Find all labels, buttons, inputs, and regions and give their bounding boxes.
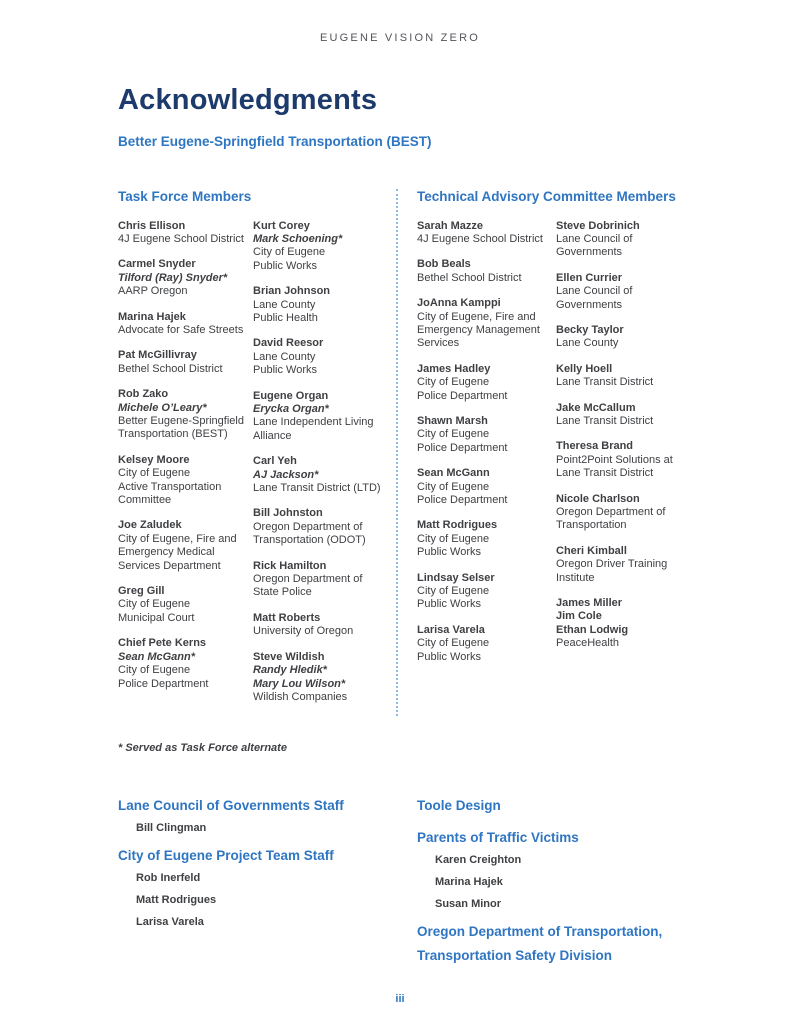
member-entry bbox=[556, 545, 700, 585]
member-name: Cheri Kimball bbox=[556, 544, 627, 557]
member-affiliation: Municipal Court bbox=[118, 611, 195, 624]
member-affiliation: Police Department bbox=[417, 494, 508, 507]
member-affiliation: City of Eugene bbox=[417, 637, 490, 650]
member-name: Kurt Corey bbox=[253, 219, 310, 232]
member-affiliation: Lane County bbox=[253, 350, 316, 363]
member-alternate-name: Sean McGann* bbox=[118, 650, 196, 663]
member-affiliation: PeaceHealth bbox=[556, 637, 619, 650]
member-name: Greg Gill bbox=[118, 585, 165, 598]
staff-area bbox=[118, 794, 700, 971]
member-name: Jake McCallum bbox=[556, 401, 636, 414]
member-entry bbox=[556, 597, 700, 651]
member-alternate-name: Mary Lou Wilson* bbox=[253, 677, 346, 690]
running-header: EUGENE VISION ZERO bbox=[319, 32, 480, 44]
member-name: Nicole Charlson bbox=[556, 492, 640, 505]
task-force-column-2 bbox=[253, 220, 390, 717]
member-name: JoAnna Kamppi bbox=[417, 297, 501, 310]
member-name: Rick Hamilton bbox=[253, 559, 327, 572]
member-entry bbox=[417, 519, 548, 559]
member-affiliation: City of Eugene bbox=[417, 480, 490, 493]
task-force-heading: Task Force Members bbox=[118, 189, 252, 205]
member-affiliation: Public Health bbox=[253, 311, 318, 324]
member-name: Ellen Currier bbox=[556, 271, 623, 284]
member-affiliation: Public Works bbox=[417, 598, 481, 611]
member-affiliation: City of Eugene, Fire and Emergency Medical Services Department bbox=[118, 532, 237, 572]
dotted-divider bbox=[396, 189, 398, 716]
member-entry bbox=[556, 493, 700, 533]
member-entry bbox=[253, 285, 390, 325]
member-entry bbox=[556, 220, 700, 260]
member-entry bbox=[556, 272, 700, 312]
member-affiliation: Lane Independent Living Alliance bbox=[253, 416, 374, 442]
page-number: iii bbox=[395, 993, 405, 1005]
advisory-subcols bbox=[417, 220, 700, 677]
member-alternate-name: Tilford (Ray) Snyder* bbox=[118, 271, 228, 284]
member-name: Matt Rodrigues bbox=[417, 519, 498, 532]
member-name: Marina Hajek bbox=[118, 310, 186, 323]
member-name: Ethan Lodwig bbox=[556, 623, 629, 636]
member-entry bbox=[417, 363, 548, 403]
member-affiliation: Public Works bbox=[253, 259, 317, 272]
member-name: Rob Zako bbox=[118, 388, 169, 401]
member-affiliation: Point2Point Solutions at Lane Transit District bbox=[556, 453, 673, 480]
task-force-column-1 bbox=[118, 220, 245, 703]
advisory-committee-section bbox=[417, 189, 700, 716]
advisory-committee-heading: Technical Advisory Committee Members bbox=[417, 189, 676, 205]
member-affiliation: Lane Council of Governments bbox=[556, 232, 633, 259]
advisory-column-2 bbox=[556, 220, 700, 663]
member-entry bbox=[417, 624, 548, 664]
member-entry bbox=[253, 612, 390, 639]
member-affiliation: Bethel School District bbox=[118, 362, 223, 375]
member-entry bbox=[417, 467, 548, 507]
member-name: Pat McGillivray bbox=[118, 349, 197, 362]
member-entry bbox=[556, 324, 700, 351]
page-title: Acknowledgments bbox=[118, 84, 378, 116]
member-entry bbox=[556, 440, 700, 480]
member-name: Steve Wildish bbox=[253, 650, 325, 663]
member-alternate-name: Michele O’Leary* bbox=[118, 401, 207, 414]
staff-name: Karen Creighton bbox=[435, 853, 522, 866]
staff-name: Bill Clingman bbox=[136, 821, 207, 834]
member-affiliation: University of Oregon bbox=[253, 625, 354, 638]
member-entry bbox=[118, 388, 245, 442]
member-affiliation: 4J Eugene School District bbox=[118, 232, 244, 245]
member-entry bbox=[118, 637, 245, 691]
member-affiliation: Police Department bbox=[417, 389, 508, 402]
member-affiliation: City of Eugene bbox=[417, 428, 490, 441]
member-name: David Reesor bbox=[253, 337, 324, 350]
member-affiliation: Better Eugene-Springfield Transportation (BEST) bbox=[118, 415, 244, 441]
member-affiliation: City of Eugene bbox=[417, 585, 490, 598]
member-entry bbox=[417, 297, 548, 351]
member-name: Larisa Varela bbox=[417, 623, 485, 636]
staff-section-heading: Lane Council of Governments Staff bbox=[118, 798, 344, 814]
member-affiliation: Oregon Department of State Police bbox=[253, 573, 363, 599]
members-columns bbox=[118, 189, 700, 716]
footnote: * Served as Task Force alternate bbox=[118, 742, 287, 755]
staff-section-heading: Oregon Department of Transportation, Transportation Safety Division bbox=[417, 924, 663, 963]
member-name: Bill Johnston bbox=[253, 507, 323, 520]
member-affiliation: City of Eugene bbox=[417, 376, 490, 389]
member-entry bbox=[118, 311, 245, 338]
member-entry bbox=[253, 455, 390, 495]
member-name: Chief Pete Kerns bbox=[118, 637, 207, 650]
member-entry bbox=[253, 220, 390, 274]
staff-section-heading: City of Eugene Project Team Staff bbox=[118, 848, 334, 864]
member-affiliation: Lane Transit District bbox=[556, 376, 654, 389]
staff-name: Matt Rodrigues bbox=[136, 893, 217, 906]
member-name: Carmel Snyder bbox=[118, 258, 196, 271]
member-name: Brian Johnson bbox=[253, 285, 331, 298]
member-entry bbox=[253, 560, 390, 600]
member-name: Sean McGann bbox=[417, 467, 490, 480]
member-affiliation: City of Eugene bbox=[118, 467, 191, 480]
staff-left-column bbox=[118, 794, 390, 938]
member-entry bbox=[118, 220, 245, 247]
member-affiliation: Public Works bbox=[417, 546, 481, 559]
member-name: Shawn Marsh bbox=[417, 415, 488, 427]
member-entry bbox=[253, 337, 390, 377]
member-name: Eugene Organ bbox=[253, 389, 329, 402]
member-alternate-name: Erycka Organ* bbox=[253, 403, 329, 415]
member-affiliation: Lane Transit District (LTD) bbox=[253, 482, 381, 495]
member-affiliation: Oregon Driver Training Institute bbox=[556, 558, 668, 584]
staff-section-heading: Toole Design bbox=[417, 798, 501, 814]
staff-name: Larisa Varela bbox=[136, 916, 204, 929]
member-affiliation: City of Eugene, Fire and Emergency Management Services bbox=[417, 310, 540, 350]
member-affiliation: Lane County bbox=[556, 337, 619, 350]
member-affiliation: Public Works bbox=[253, 364, 317, 377]
member-name: Jim Cole bbox=[556, 610, 602, 623]
member-affiliation: City of Eugene bbox=[253, 246, 326, 259]
member-affiliation: Wildish Companies bbox=[253, 690, 348, 703]
member-alternate-name: Mark Schoening* bbox=[253, 232, 343, 245]
member-name: Sarah Mazze bbox=[417, 219, 484, 232]
member-affiliation: Advocate for Safe Streets bbox=[118, 323, 244, 336]
task-force-subcols bbox=[118, 220, 390, 717]
member-entry bbox=[118, 519, 245, 573]
staff-name: Susan Minor bbox=[435, 897, 502, 910]
member-name: Becky Taylor bbox=[556, 323, 624, 336]
staff-section-heading: Parents of Traffic Victims bbox=[417, 829, 579, 845]
member-entry bbox=[253, 390, 390, 444]
advisory-column-1 bbox=[417, 220, 548, 677]
member-entry bbox=[417, 220, 548, 247]
member-affiliation: Public Works bbox=[417, 650, 481, 663]
member-entry bbox=[253, 507, 390, 547]
subtitle: Better Eugene-Springfield Transportation (BEST) bbox=[118, 134, 432, 150]
member-entry bbox=[556, 402, 700, 429]
member-entry bbox=[118, 454, 245, 508]
member-affiliation: City of Eugene bbox=[118, 664, 191, 677]
member-name: Bob Beals bbox=[417, 258, 471, 271]
member-entry bbox=[556, 363, 700, 390]
member-affiliation: Lane County bbox=[253, 298, 316, 311]
member-name: Chris Ellison bbox=[118, 219, 186, 232]
member-entry bbox=[118, 349, 245, 376]
member-name: Carl Yeh bbox=[253, 455, 297, 468]
member-name: Lindsay Selser bbox=[417, 571, 495, 584]
member-name: Kelsey Moore bbox=[118, 453, 190, 466]
member-affiliation: Lane Council of Governments bbox=[556, 285, 633, 311]
member-name: Joe Zaludek bbox=[118, 519, 182, 532]
staff-name: Marina Hajek bbox=[435, 875, 503, 888]
member-affiliation: AARP Oregon bbox=[118, 285, 188, 298]
member-affiliation: Police Department bbox=[417, 441, 508, 454]
task-force-section bbox=[118, 189, 390, 716]
member-affiliation: 4J Eugene School District bbox=[417, 232, 543, 245]
staff-name: Rob Inerfeld bbox=[136, 871, 201, 884]
member-affiliation: Oregon Department of Transportation bbox=[556, 506, 666, 532]
member-affiliation: Police Department bbox=[118, 677, 209, 690]
member-name: Kelly Hoell bbox=[556, 362, 613, 375]
member-entry bbox=[417, 415, 548, 455]
member-entry bbox=[417, 572, 548, 612]
member-entry bbox=[417, 258, 548, 285]
member-affiliation: City of Eugene bbox=[118, 598, 191, 611]
member-affiliation: Oregon Department of Transportation (ODOT) bbox=[253, 520, 366, 547]
member-affiliation: Active Transportation Committee bbox=[118, 480, 222, 507]
member-alternate-name: AJ Jackson* bbox=[253, 468, 319, 481]
member-entry bbox=[118, 258, 245, 298]
member-affiliation: Lane Transit District bbox=[556, 415, 654, 427]
member-name: Matt Roberts bbox=[253, 611, 321, 624]
member-entry bbox=[118, 585, 245, 625]
member-name: Theresa Brand bbox=[556, 440, 634, 453]
member-name: Steve Dobrinich bbox=[556, 219, 640, 232]
staff-right-column bbox=[417, 794, 700, 971]
member-entry bbox=[253, 651, 390, 705]
member-name: James Hadley bbox=[417, 362, 491, 375]
member-affiliation: City of Eugene bbox=[417, 532, 490, 545]
member-name: James Miller bbox=[556, 597, 623, 610]
member-alternate-name: Randy Hledik* bbox=[253, 664, 327, 677]
member-affiliation: Bethel School District bbox=[417, 271, 522, 284]
